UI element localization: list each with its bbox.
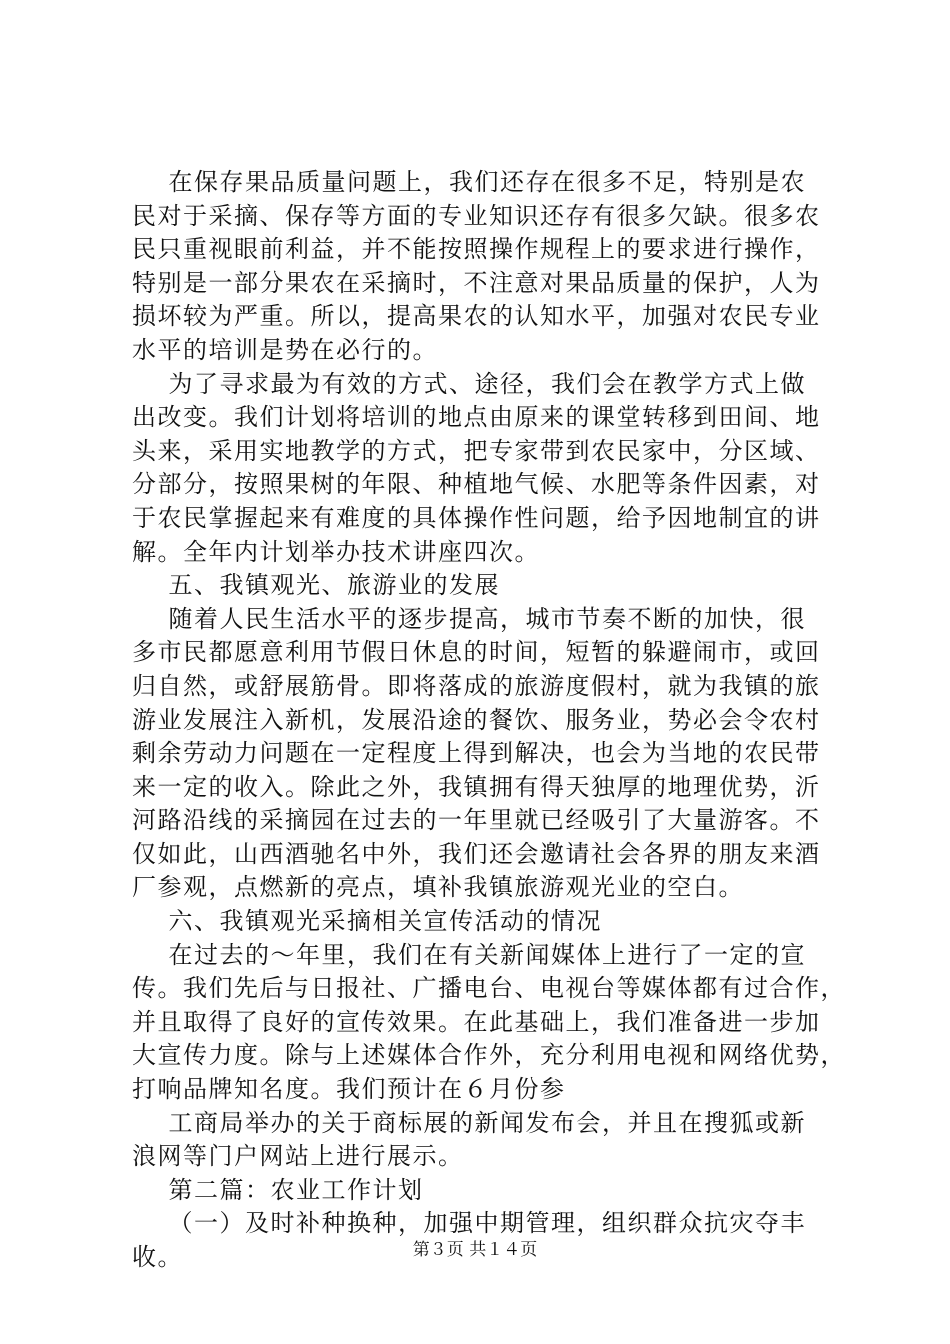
text-line: 仅如此，山西酒驰名中外，我们还会邀请社会各界的朋友来酒 xyxy=(132,839,821,868)
text-line: 损坏较为严重。所以，提高果农的认知水平，加强对农民专业 xyxy=(132,302,821,331)
text-line: 头来，采用实地教学的方式，把专家带到农民家中，分区域、 xyxy=(132,436,821,465)
text-line: 来一定的收入。除此之外，我镇拥有得天独厚的地理优势，沂 xyxy=(132,772,821,801)
text-line: 解。全年内计划举办技术讲座四次。 xyxy=(132,537,540,566)
text-line: 五、我镇观光、旅游业的发展 xyxy=(132,571,501,600)
text-line: 于农民掌握起来有难度的具体操作性问题，给予因地制宜的讲 xyxy=(132,503,821,532)
text-line: 出改变。我们计划将培训的地点由原来的课堂转移到田间、地 xyxy=(132,403,821,432)
text-line: 水平的培训是势在必行的。 xyxy=(132,335,438,364)
text-line: 收。 xyxy=(132,1243,183,1271)
text-line: 民只重视眼前利益，并不能按照操作规程上的要求进行操作， xyxy=(132,235,821,264)
text-line: 并且取得了良好的宣传效果。在此基础上，我们准备进一步加 xyxy=(132,1007,821,1036)
text-line: 分部分，按照果树的年限、种植地气候、水肥等条件因素，对 xyxy=(132,470,821,499)
text-line: 厂参观，点燃新的亮点，填补我镇旅游观光业的空白。 xyxy=(132,873,744,902)
text-line: 在保存果品质量问题上，我们还存在很多不足，特别是农 xyxy=(132,168,807,196)
text-line: 工商局举办的关于商标展的新闻发布会，并且在搜狐或新 xyxy=(132,1108,807,1137)
text-line: 多市民都愿意利用节假日休息的时间，短暂的躲避闹市，或回 xyxy=(132,638,821,667)
text-line: 剩余劳动力问题在一定程度上得到解决，也会为当地的农民带 xyxy=(132,739,821,768)
text-line: 传。我们先后与日报社、广播电台、电视台等媒体都有过合作， xyxy=(132,974,846,1003)
text-line: 民对于采摘、保存等方面的专业知识还存有很多欠缺。很多农 xyxy=(132,201,821,230)
text-line: 六、我镇观光采摘相关宣传活动的情况 xyxy=(132,907,603,936)
body-text xyxy=(132,166,846,1275)
text-line: 河路沿线的采摘园在过去的一年里就已经吸引了大量游客。不 xyxy=(132,806,821,835)
text-line: 浪网等门户网站上进行展示。 xyxy=(132,1142,464,1171)
text-line: 特别是一部分果农在采摘时，不注意对果品质量的保护，人为 xyxy=(132,268,821,297)
text-line: 为了寻求最为有效的方式、途径，我们会在教学方式上做 xyxy=(132,369,807,398)
text-line: 随着人民生活水平的逐步提高，城市节奏不断的加快，很 xyxy=(132,604,807,633)
text-line: 归自然，或舒展筋骨。即将落成的旅游度假村，就为我镇的旅 xyxy=(132,671,821,700)
text-line: 打响品牌知名度。我们预计在６月份参 xyxy=(132,1075,566,1104)
text-line: 第二篇：农业工作计划 xyxy=(132,1175,424,1204)
text-line: 大宣传力度。除与上述媒体合作外，充分利用电视和网络优势， xyxy=(132,1041,846,1070)
text-line: （一）及时补种换种，加强中期管理，组织群众抗灾夺丰 xyxy=(132,1209,807,1238)
text-line: 游业发展注入新机，发展沿途的餐饮、服务业，势必会令农村 xyxy=(132,705,821,734)
text-line: 在过去的～年里，我们在有关新闻媒体上进行了一定的宣 xyxy=(132,940,807,969)
page-footer: 第３页 共１４页 xyxy=(412,1240,538,1260)
